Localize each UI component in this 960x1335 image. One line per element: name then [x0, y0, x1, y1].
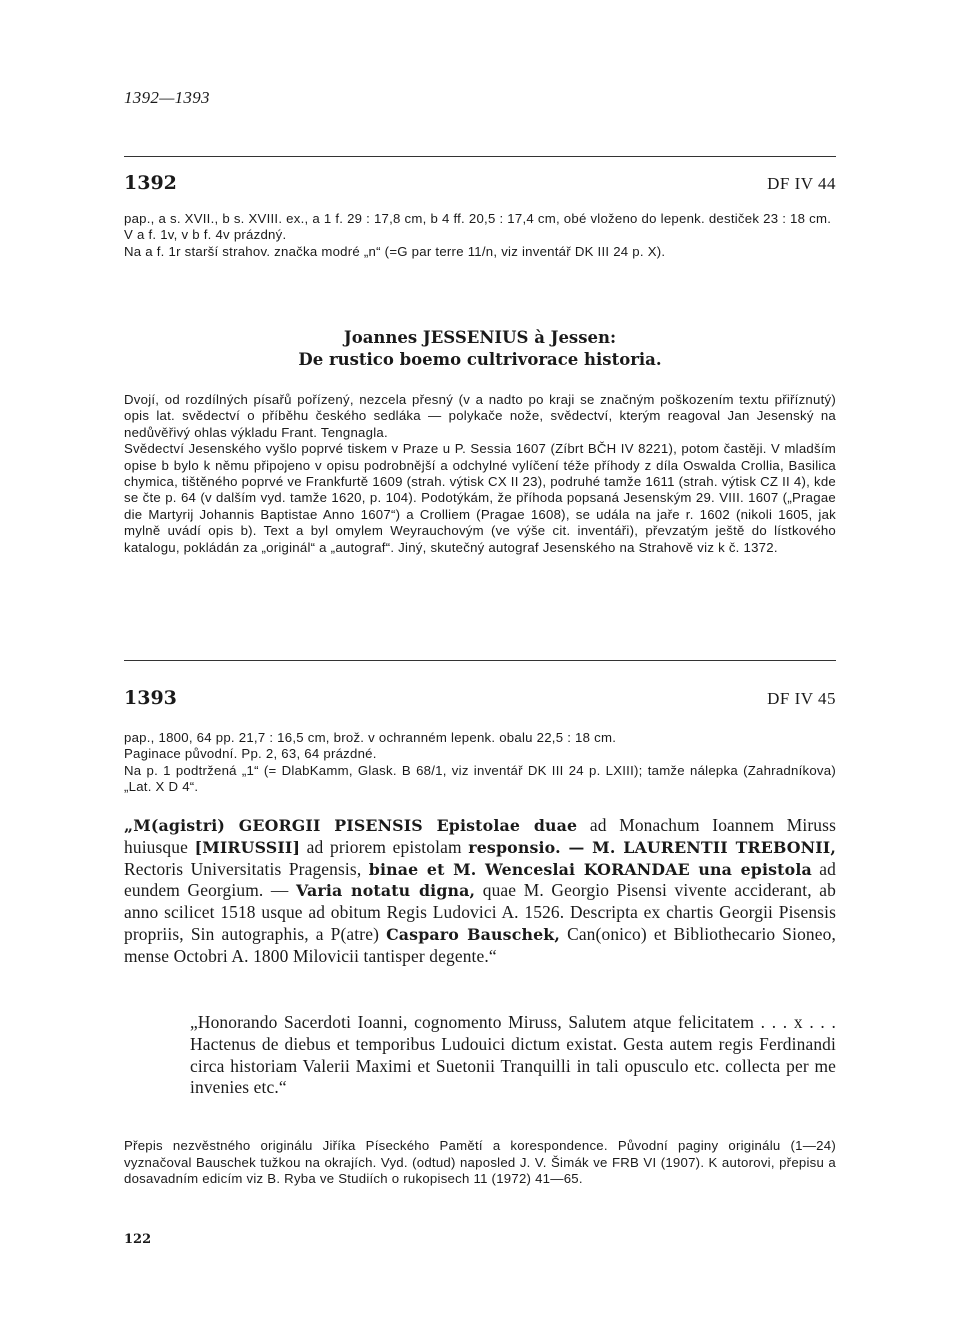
section-rule-top: [124, 156, 836, 157]
entry-1393-signature: DF IV 45: [767, 689, 836, 708]
running-head: 1392—1393: [124, 88, 210, 107]
title-bold: Casparo Bauschek,: [386, 924, 561, 944]
physical-line: Paginace původní. Pp. 2, 63, 64 prázdné.: [124, 746, 377, 762]
commentary-paragraph: Svědectví Jesenského vyšlo poprvé tiskem v Praze u P. Sessia 1607 (Zíbrt BČH IV 8221), potom častěji. V mladším opise b bylo k němu připojeno v opisu podrobnější a odchylné vylíčení téže příhody z díla Oswalda Crollia, Basilica chymica, tištěného poprvé ve Frankfurtě 1609 (strah. výtisk CX II 23), podruhé tamže 1611 (strah. výtisk CZ II 4), kde se čte p. 64 (v dalším vyd. tamže 1620, p. 104). Podotýkám, že příhoda popsaná Jesenským 29. VIII. 1607 („Pragae die Martyrij Johannis Baptistae Anno 1607“) a Crolliem (Pragae 1608), se udála na jaře r. 1602 (nikoli 1605, jak mylně uvádí opis b). Text a byl omylem Weyrauchovým (ve výše cit. inventáři), převzatým ještě do lístkového katalogu, pokládán za „originál“ a „autograf“. Jiný, skutečný autograf Jesenského na Strahově viz k č. 1372.: [124, 441, 836, 555]
entry-1393-incipit: „Honorando Sacerdoti Ioanni, cognomento Miruss, Salutem atque felicitatem . . . x . . . Hactenus de diebus et temporibus Ludouici dictum existat. Gesta autem regis Ferdinandi circa historiam Valerii Maximi et Suetonii Tranquilli in tali opusculo etc. collecta per me invenies etc.“: [190, 1012, 836, 1098]
physical-line: V a f. 1v, v b f. 4v prázdný.: [124, 227, 287, 243]
title-work: De rustico boemo cultrivorace historia.: [298, 350, 662, 369]
title-bold: „M(agistri) GEORGII PISENSIS Epistolae duae: [124, 816, 578, 835]
title-bold: binae et M. Wenceslai KORANDAE una epistola: [368, 859, 812, 879]
entry-1393-physical-description: [124, 730, 836, 796]
title-text: quae M. Georgio Pisensi vivente acciderant, ab anno scilicet 1518 usque ad obitum Regis Ludovici A. 1526. Descripta ex chartis Georgii Pisensis propriis, Sin autographis, a P(atre): [124, 880, 836, 944]
physical-line: Na p. 1 podtržená „1“ (= DlabKamm, Glask. B 68/1, viz inventář DK III 24 p. LXIII); tamže nálepka (Zahradníkova) „Lat. X D 4“.: [124, 762, 836, 795]
commentary-paragraph: Dvojí, od rozdílných písařů pořízený, nezcela přesný (v a nadto po kraji se značným poškozením textu přiříznutý) opis lat. svědectví o příběhu českého sedláka — polykače nože, svědectví, kterým reagoval Jan Jesenský na nedůvěřivý ohlas výkladu Frant. Tengnagla.: [124, 392, 836, 440]
entry-1392-number: 1392: [124, 172, 177, 194]
section-rule-middle: [124, 660, 836, 661]
entry-1393-notes: Přepis nezvěstného originálu Jiříka Píseckého Pamětí a korespondence. Původní paginy originálu (1—24) vyznačoval Bauschek tužkou na okrajích. Vyd. (odtud) naposled J. V. Šimák ve FRB VI (1907). K autorovi, přepisu a dosavadním edicím viz B. Ryba ve Studiích o rukopisech 11 (1972) 41—65.: [124, 1138, 836, 1187]
entry-1392-signature: DF IV 44: [767, 174, 836, 193]
entry-1392-physical-description: [124, 211, 836, 260]
page-number: 122: [124, 1232, 152, 1247]
title-author: Joannes JESSENIUS à Jessen:: [343, 328, 617, 347]
entry-1392-header: [124, 172, 836, 194]
physical-line: Na a f. 1r starší strahov. značka modré „n“ (=G par terre 11/n, viz inventář DK III 24 p. X).: [124, 243, 666, 259]
title-text: ad eundem Georgium. —: [124, 858, 836, 901]
entry-1393-header: [124, 687, 836, 709]
title-bold: Varia notatu digna,: [296, 881, 476, 901]
title-bold: responsio. — M. LAURENTII TREBONII,: [468, 837, 836, 857]
entry-1393-number: 1393: [124, 687, 177, 709]
title-text: Can(onico) et Bibliothecario Sioneo, mense Octobri A. 1800 Milovicii tantisper degente.“: [124, 923, 836, 966]
title-text: ad priorem epistolam: [300, 836, 469, 857]
physical-line: pap., 1800, 64 pp. 21,7 : 16,5 cm, brož. v ochranném lepenk. obalu 22,5 : 18 cm.: [124, 730, 617, 745]
title-text: Rectoris Universitatis Pragensis,: [124, 858, 369, 879]
physical-line: pap., a s. XVII., b s. XVIII. ex., a 1 f. 29 : 17,8 cm, b 4 ff. 20,5 : 17,4 cm, obé vloženo do lepenk. destiček 23 : 18 cm.: [124, 211, 832, 226]
entry-1392-commentary: [124, 392, 836, 556]
title-bold: [MIRUSSII]: [194, 837, 301, 857]
entry-1392-title: [124, 327, 836, 371]
title-text: ad Monachum Ioannem Miruss huiusque: [124, 815, 836, 857]
entry-1393-title: [124, 815, 836, 968]
